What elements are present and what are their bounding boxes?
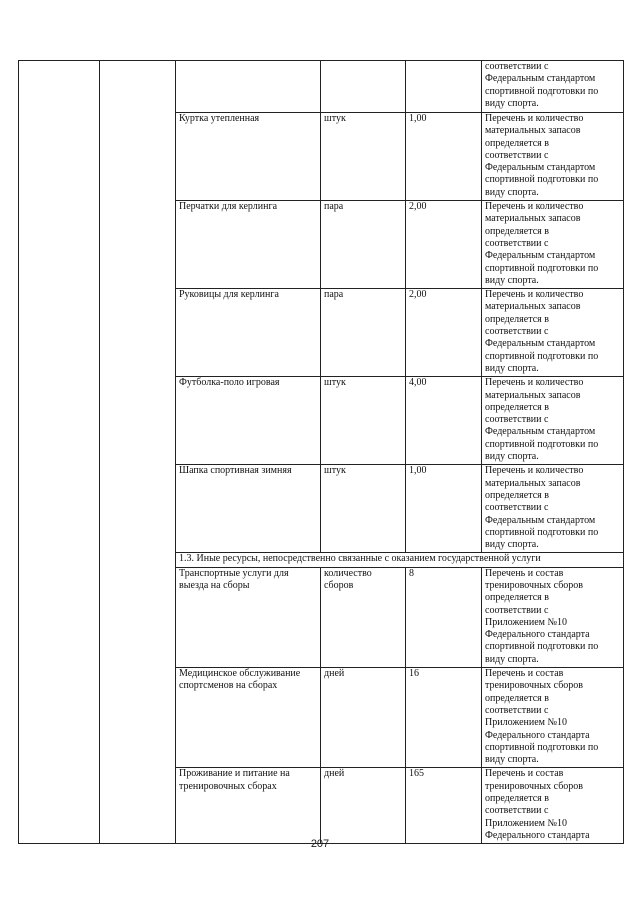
- note-cell: Перечень и количество материальных запасов определяется в соответствии с Федеральным стандартом спортивной подготовки по виду спорта.: [482, 465, 624, 553]
- note-cell: Перечень и количество материальных запасов определяется в соответствии с Федеральным стандартом спортивной подготовки по виду спорта.: [482, 289, 624, 377]
- note-cell: Перечень и состав тренировочных сборов определяется в соответствии с Приложением №10 Федерального стандарта: [482, 768, 624, 844]
- page-number: 207: [310, 838, 330, 850]
- quantity-cell: 16: [406, 668, 482, 768]
- item-name-cell: Медицинское обслуживание спортсменов на сборах: [176, 668, 321, 768]
- item-name-cell: Руковицы для керлинга: [176, 289, 321, 377]
- quantity-cell: 2,00: [406, 201, 482, 289]
- blank-column-2: [100, 61, 176, 844]
- item-name-cell: Куртка утепленная: [176, 113, 321, 201]
- unit-cell: пара: [321, 201, 406, 289]
- note-cell: Перечень и количество материальных запасов определяется в соответствии с Федеральным стандартом спортивной подготовки по виду спорта.: [482, 113, 624, 201]
- table-row: [19, 61, 624, 113]
- note-cell: соответствии с Федеральным стандартом спортивной подготовки по виду спорта.: [482, 61, 624, 113]
- quantity-cell: 1,00: [406, 465, 482, 553]
- unit-cell: дней: [321, 668, 406, 768]
- quantity-cell: 1,00: [406, 113, 482, 201]
- note-cell: Перечень и состав тренировочных сборов определяется в соответствии с Приложением №10 Федерального стандарта спортивной подготовки по виду спорта.: [482, 668, 624, 768]
- unit-cell: штук: [321, 113, 406, 201]
- unit-cell: [321, 61, 406, 113]
- quantity-cell: 165: [406, 768, 482, 844]
- note-cell: Перечень и состав тренировочных сборов определяется в соответствии с Приложением №10 Федерального стандарта спортивной подготовки по виду спорта.: [482, 567, 624, 667]
- note-cell: Перечень и количество материальных запасов определяется в соответствии с Федеральным стандартом спортивной подготовки по виду спорта.: [482, 377, 624, 465]
- unit-cell: пара: [321, 289, 406, 377]
- quantity-cell: 8: [406, 567, 482, 667]
- unit-cell: штук: [321, 465, 406, 553]
- quantity-cell: 4,00: [406, 377, 482, 465]
- item-name-cell: Шапка спортивная зимняя: [176, 465, 321, 553]
- quantity-cell: [406, 61, 482, 113]
- unit-cell: дней: [321, 768, 406, 844]
- item-name-cell: [176, 61, 321, 113]
- item-name-cell: Перчатки для керлинга: [176, 201, 321, 289]
- blank-column-1: [19, 61, 100, 844]
- quantity-cell: 2,00: [406, 289, 482, 377]
- item-name-cell: Проживание и питание на тренировочных сборах: [176, 768, 321, 844]
- unit-cell: количество сборов: [321, 567, 406, 667]
- note-cell: Перечень и количество материальных запасов определяется в соответствии с Федеральным стандартом спортивной подготовки по виду спорта.: [482, 201, 624, 289]
- item-name-cell: Транспортные услуги для выезда на сборы: [176, 567, 321, 667]
- item-name-cell: Футболка-поло игровая: [176, 377, 321, 465]
- resources-table: [18, 60, 624, 844]
- unit-cell: штук: [321, 377, 406, 465]
- section-header: 1.3. Иные ресурсы, непосредственно связанные с оказанием государственной услуги: [176, 553, 624, 567]
